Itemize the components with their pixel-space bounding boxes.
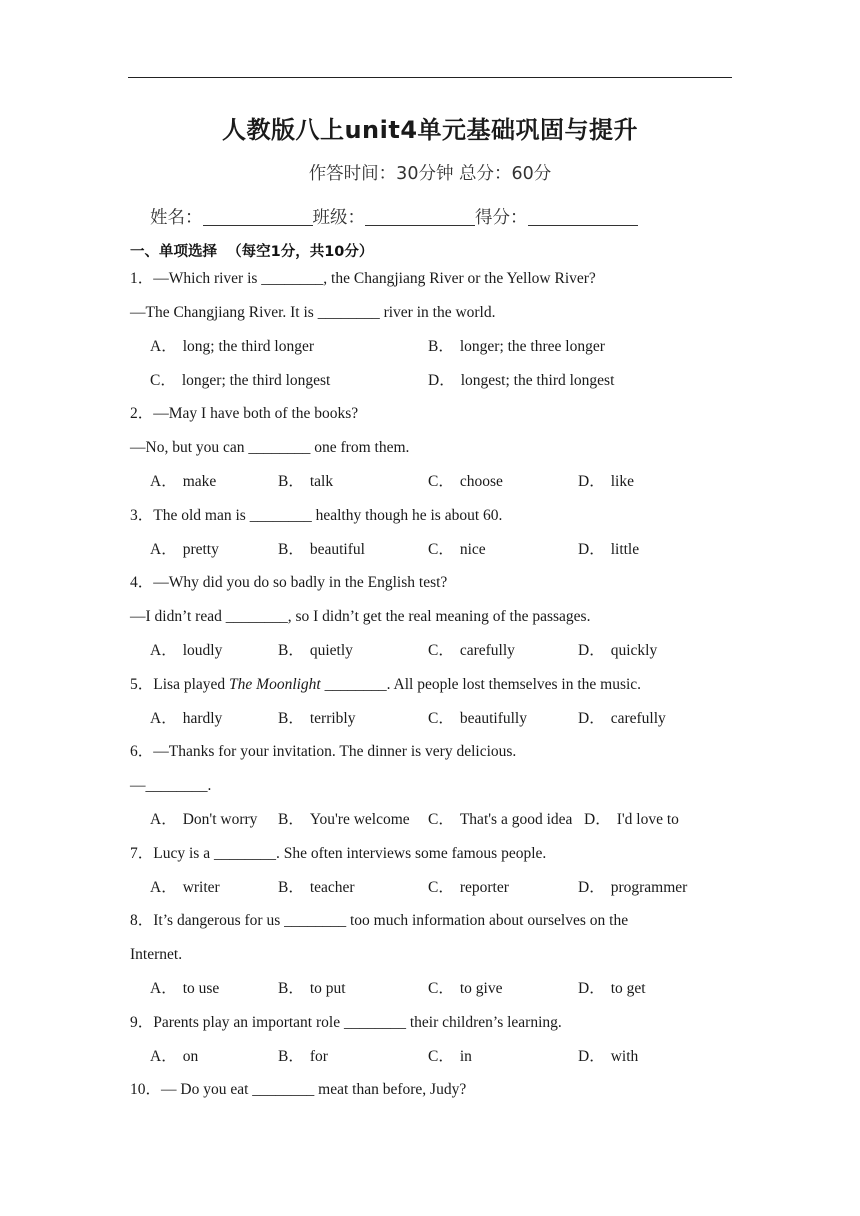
option-letter: A． xyxy=(150,1048,177,1065)
option-7b[interactable] xyxy=(278,878,355,898)
option-6c[interactable] xyxy=(428,810,572,830)
option-letter: D． xyxy=(584,811,611,828)
class-label: 班级： xyxy=(312,208,365,228)
question-10 xyxy=(130,1080,466,1100)
option-letter: D． xyxy=(578,710,605,727)
option-letter: D． xyxy=(578,879,605,896)
option-letter: B． xyxy=(278,811,304,828)
option-text: to use xyxy=(182,980,220,997)
question-text: Parents play an important role ________ their children’s learning. xyxy=(153,1014,562,1031)
option-1b[interactable] xyxy=(428,337,605,357)
question-4 xyxy=(130,573,447,593)
option-letter: D． xyxy=(578,1048,605,1065)
question-7 xyxy=(130,844,546,864)
option-7d[interactable] xyxy=(578,878,687,898)
option-text: little xyxy=(610,541,640,558)
question-6-line-2: —________. xyxy=(130,777,212,794)
option-letter: B． xyxy=(278,879,304,896)
question-8 xyxy=(130,911,628,931)
class-blank[interactable] xyxy=(365,207,475,226)
question-number: 1． xyxy=(130,270,154,287)
option-text: programmer xyxy=(610,879,688,896)
option-text: I'd love to xyxy=(616,811,679,828)
option-letter: C． xyxy=(428,980,454,997)
option-text: beautifully xyxy=(459,710,527,727)
question-2-line-2: —No, but you can ________ one from them. xyxy=(130,439,410,456)
page-subtitle: 作答时间：30分钟 总分：60分 xyxy=(308,164,552,184)
option-text: with xyxy=(610,1048,639,1065)
score-blank[interactable] xyxy=(528,207,638,226)
option-text: make xyxy=(182,473,217,490)
option-8d[interactable] xyxy=(578,979,646,999)
option-text: writer xyxy=(182,879,220,896)
question-text: —May I have both of the books? xyxy=(153,405,359,422)
option-9c[interactable] xyxy=(428,1047,472,1067)
option-1c[interactable] xyxy=(150,371,330,391)
option-4d[interactable] xyxy=(578,641,657,661)
option-letter: D． xyxy=(578,980,605,997)
option-text: Don't worry xyxy=(182,811,258,828)
option-8b[interactable] xyxy=(278,979,346,999)
option-letter: B． xyxy=(278,642,304,659)
option-letter: D． xyxy=(578,642,605,659)
option-text: talk xyxy=(309,473,334,490)
option-text: for xyxy=(309,1048,328,1065)
option-text: long; the third longer xyxy=(182,338,314,355)
student-info-row xyxy=(150,204,638,229)
question-text: — Do you eat ________ meat than before, Judy? xyxy=(161,1081,467,1098)
question-number: 4． xyxy=(130,574,154,591)
option-text: longest; the third longest xyxy=(460,372,615,389)
question-number: 8． xyxy=(130,912,154,929)
section-note: （每空1分，共10分） xyxy=(227,244,374,260)
option-letter: C． xyxy=(428,879,454,896)
option-letter: B． xyxy=(278,473,304,490)
option-3a[interactable] xyxy=(150,540,219,560)
option-letter: D． xyxy=(428,372,455,389)
option-8a[interactable] xyxy=(150,979,219,999)
option-text: to put xyxy=(309,980,346,997)
option-4a[interactable] xyxy=(150,641,222,661)
option-1d[interactable] xyxy=(428,371,614,391)
option-text: carefully xyxy=(459,642,515,659)
option-letter: A． xyxy=(150,541,177,558)
option-letter: D． xyxy=(578,473,605,490)
option-2c[interactable] xyxy=(428,472,503,492)
option-3d[interactable] xyxy=(578,540,639,560)
option-letter: B． xyxy=(428,338,454,355)
option-6b[interactable] xyxy=(278,810,410,830)
option-text: hardly xyxy=(182,710,223,727)
question-text: —Why did you do so badly in the English test? xyxy=(153,574,448,591)
option-9d[interactable] xyxy=(578,1047,638,1067)
option-text: loudly xyxy=(182,642,223,659)
question-number: 7． xyxy=(130,845,154,862)
option-text: like xyxy=(610,473,634,490)
score-label: 得分： xyxy=(475,208,528,228)
option-text: pretty xyxy=(182,541,219,558)
question-number: 3． xyxy=(130,507,154,524)
song-title: The Moonlight xyxy=(229,676,321,693)
question-number: 10． xyxy=(130,1081,162,1098)
option-1a[interactable] xyxy=(150,337,314,357)
option-text: nice xyxy=(459,541,486,558)
question-text-rest: ________. All people lost themselves in the music. xyxy=(320,676,642,693)
option-letter: A． xyxy=(150,811,177,828)
option-5a[interactable] xyxy=(150,709,222,729)
option-text: to give xyxy=(459,980,503,997)
option-2b[interactable] xyxy=(278,472,333,492)
option-text: That's a good idea xyxy=(459,811,573,828)
question-text: —Which river is ________, the Changjiang River or the Yellow River? xyxy=(153,270,596,287)
question-5 xyxy=(130,675,641,695)
option-letter: C． xyxy=(428,710,454,727)
option-letter: C． xyxy=(428,1048,454,1065)
question-number: 6． xyxy=(130,743,154,760)
question-1-line-2: —The Changjiang River. It is ________ river in the world. xyxy=(130,304,496,321)
option-letter: B． xyxy=(278,541,304,558)
option-letter: A． xyxy=(150,473,177,490)
question-text: Lisa played xyxy=(153,676,230,693)
option-9a[interactable] xyxy=(150,1047,198,1067)
name-label: 姓名： xyxy=(150,208,203,228)
question-6 xyxy=(130,742,516,762)
option-letter: C． xyxy=(428,811,454,828)
option-6d[interactable] xyxy=(584,810,679,830)
option-text: reporter xyxy=(459,879,509,896)
name-blank[interactable] xyxy=(203,207,313,226)
option-text: beautiful xyxy=(309,541,365,558)
question-1 xyxy=(130,269,596,289)
question-text: The old man is ________ healthy though he is about 60. xyxy=(153,507,503,524)
option-4c[interactable] xyxy=(428,641,515,661)
option-2d[interactable] xyxy=(578,472,634,492)
question-8-line-2: Internet. xyxy=(130,946,183,963)
option-letter: C． xyxy=(428,473,454,490)
option-3b[interactable] xyxy=(278,540,365,560)
question-text: —Thanks for your invitation. The dinner is very delicious. xyxy=(153,743,517,760)
option-letter: C． xyxy=(428,541,454,558)
option-4b[interactable] xyxy=(278,641,353,661)
option-3c[interactable] xyxy=(428,540,486,560)
option-text: longer; the three longer xyxy=(459,338,605,355)
option-text: carefully xyxy=(610,710,666,727)
option-8c[interactable] xyxy=(428,979,502,999)
question-3 xyxy=(130,506,502,526)
option-text: teacher xyxy=(309,879,355,896)
option-letter: D． xyxy=(578,541,605,558)
question-number: 5． xyxy=(130,676,154,693)
option-5c[interactable] xyxy=(428,709,527,729)
question-text: It’s dangerous for us ________ too much information about ourselves on the xyxy=(153,912,629,929)
option-letter: A． xyxy=(150,879,177,896)
option-6a[interactable] xyxy=(150,810,257,830)
option-text: terribly xyxy=(309,710,356,727)
option-letter: A． xyxy=(150,980,177,997)
question-text: Lucy is a ________. She often interviews some famous people. xyxy=(153,845,547,862)
option-5d[interactable] xyxy=(578,709,666,729)
option-text: quickly xyxy=(610,642,658,659)
option-letter: C． xyxy=(150,372,176,389)
option-7c[interactable] xyxy=(428,878,509,898)
option-9b[interactable] xyxy=(278,1047,328,1067)
option-text: choose xyxy=(459,473,503,490)
option-letter: B． xyxy=(278,1048,304,1065)
option-letter: B． xyxy=(278,710,304,727)
option-text: You're welcome xyxy=(309,811,410,828)
option-letter: A． xyxy=(150,642,177,659)
question-9 xyxy=(130,1013,562,1033)
option-letter: A． xyxy=(150,710,177,727)
page-title: 人教版八上unit4单元基础巩固与提升 xyxy=(221,116,639,144)
section-heading xyxy=(130,240,373,261)
option-text: longer; the third longest xyxy=(181,372,331,389)
question-2 xyxy=(130,404,358,424)
option-5b[interactable] xyxy=(278,709,355,729)
section-title: 一、单项选择 xyxy=(130,244,217,260)
option-letter: C． xyxy=(428,642,454,659)
option-text: on xyxy=(182,1048,199,1065)
question-4-line-2: —I didn’t read ________, so I didn’t get the real meaning of the passages. xyxy=(130,608,591,625)
top-rule xyxy=(128,77,732,78)
option-letter: B． xyxy=(278,980,304,997)
option-2a[interactable] xyxy=(150,472,216,492)
option-letter: A． xyxy=(150,338,177,355)
option-7a[interactable] xyxy=(150,878,220,898)
option-text: quietly xyxy=(309,642,353,659)
option-text: to get xyxy=(610,980,646,997)
question-number: 9． xyxy=(130,1014,154,1031)
question-number: 2． xyxy=(130,405,154,422)
option-text: in xyxy=(459,1048,472,1065)
